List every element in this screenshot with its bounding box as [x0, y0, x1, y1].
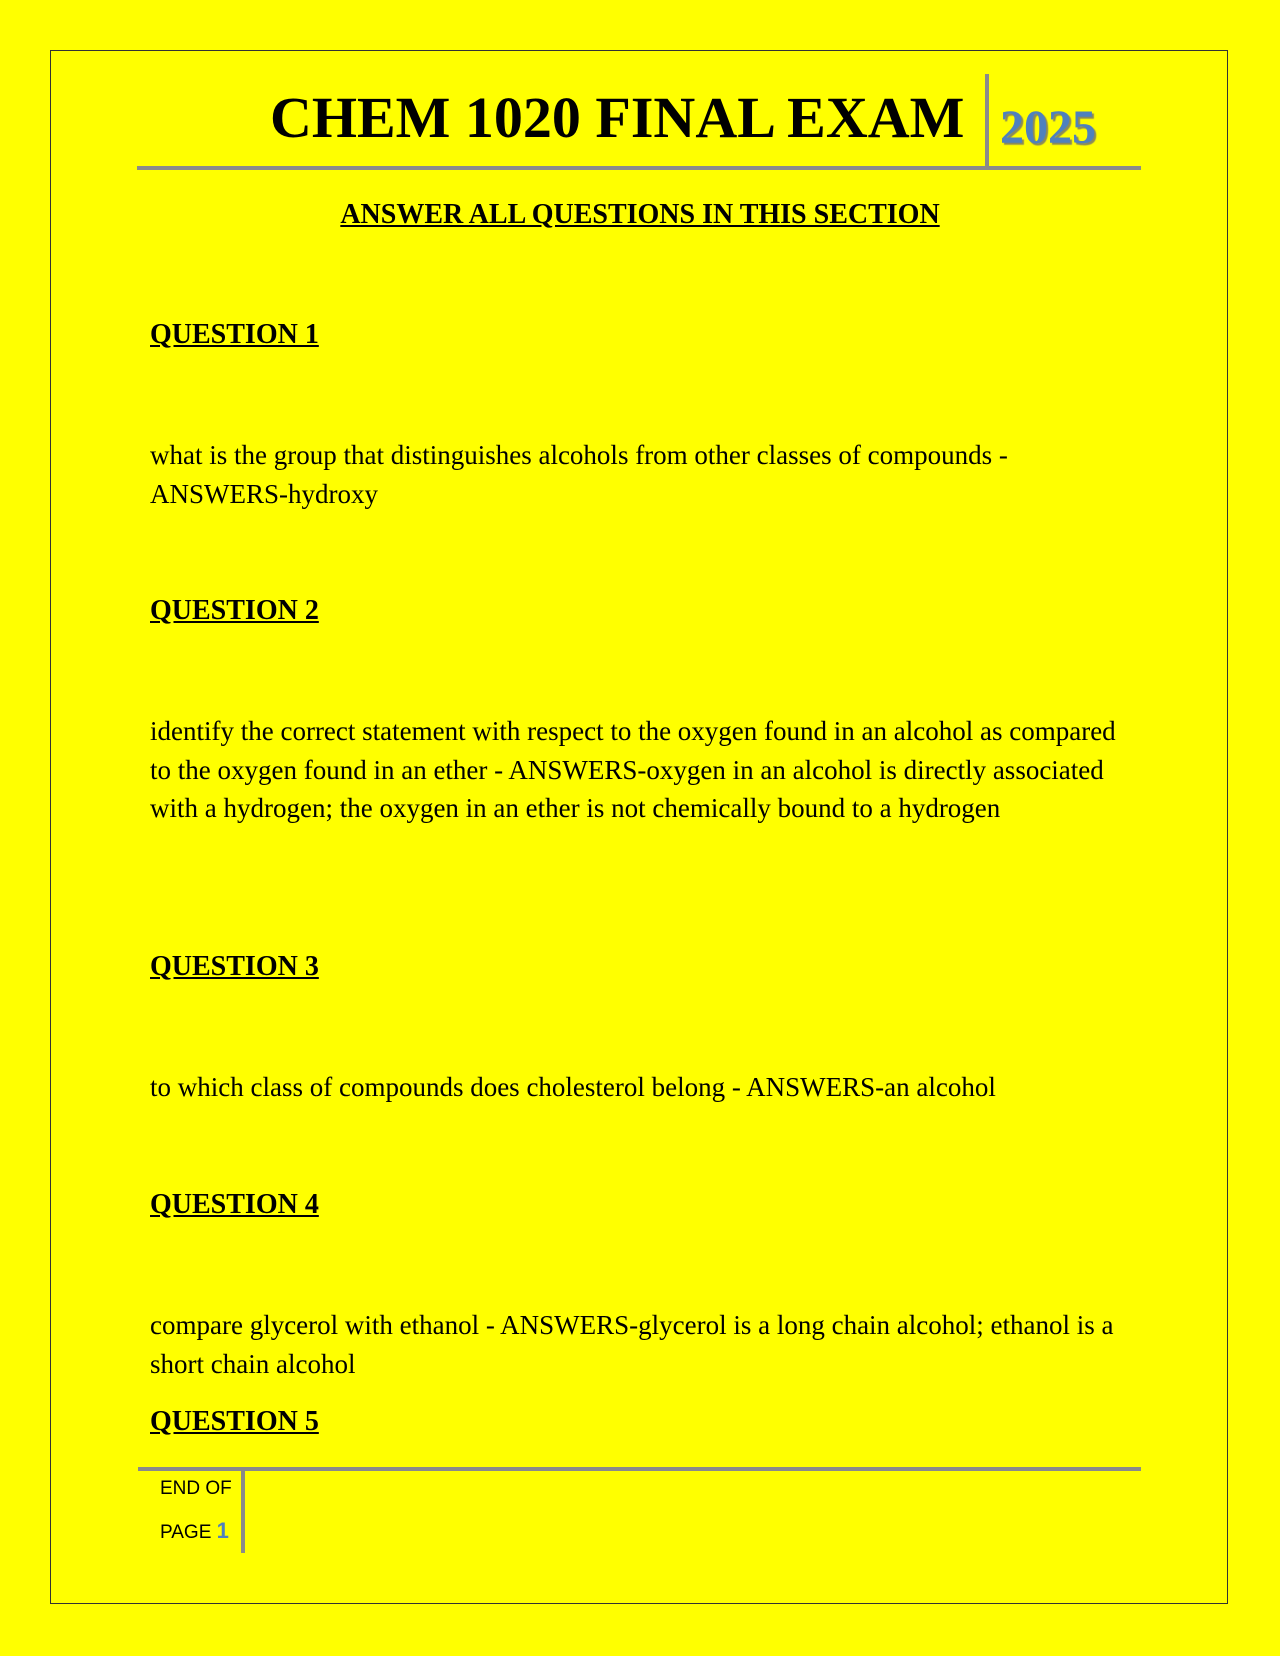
- footer-end-of: END OF: [160, 1478, 232, 1499]
- question-5-label: QUESTION 5: [150, 1406, 319, 1437]
- section-heading: ANSWER ALL QUESTIONS IN THIS SECTION: [340, 199, 940, 230]
- question-1-text: what is the group that distinguishes alcohols from other classes of compounds - ANSWERS-hydroxy: [150, 440, 1008, 509]
- header-rule: [137, 166, 1141, 170]
- question-2-text: identify the correct statement with respect to the oxygen found in an alcohol as compared to the oxygen found in an ether - ANSWERS-oxygen in an alcohol is directly associated with a hydrogen; the oxygen in an ether is not chemically bound to a hydrogen: [150, 716, 1116, 823]
- question-4-label: QUESTION 4: [150, 1189, 319, 1220]
- question-2-label: QUESTION 2: [150, 595, 319, 626]
- question-4-text: compare glycerol with ethanol - ANSWERS-glycerol is a long chain alcohol; ethanol is a short chain alcohol: [150, 1310, 1114, 1379]
- footer-divider: [241, 1471, 245, 1553]
- header-divider: [985, 74, 989, 168]
- footer-page-label: PAGE: [160, 1522, 212, 1543]
- question-3-label: QUESTION 3: [150, 951, 319, 982]
- question-1-label: QUESTION 1: [150, 319, 319, 350]
- document-title: CHEM 1020 FINAL EXAM: [270, 85, 965, 150]
- question-3-text: to which class of compounds does cholesterol belong - ANSWERS-an alcohol: [150, 1072, 996, 1102]
- document-year: 2025: [1000, 101, 1096, 154]
- page-number: 1: [216, 1518, 229, 1543]
- footer-page: [160, 1519, 229, 1545]
- footer-rule: [138, 1467, 1141, 1471]
